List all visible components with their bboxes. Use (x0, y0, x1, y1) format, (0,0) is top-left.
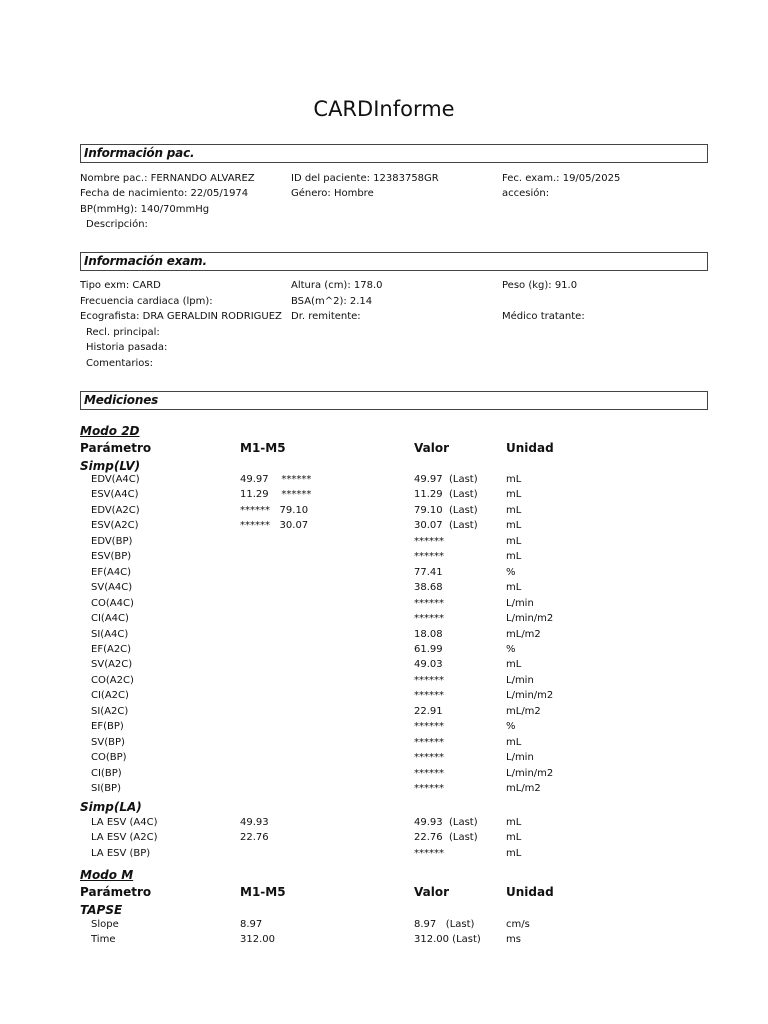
param-name: ESV(BP) (91, 551, 132, 563)
value-cell: ****** (414, 613, 444, 625)
table-row (0, 768, 768, 783)
table-row (0, 832, 768, 847)
param-name: EDV(A4C) (91, 474, 140, 485)
col-value: Valor (414, 441, 450, 455)
param-name: LA ESV (BP) (91, 847, 151, 859)
patient-id: ID del paciente: 12383758GR (291, 173, 439, 184)
param-name: CI(A4C) (91, 613, 129, 625)
unit-cell: mL (506, 832, 522, 844)
param-name: LA ESV (A4C) (91, 817, 158, 828)
sonographer: Ecografista: DRA GERALDIN RODRIGUEZ (80, 311, 282, 322)
m1m5-value: 312.00 (240, 934, 275, 946)
table-row (0, 613, 768, 628)
col-unit-m: Unidad (506, 885, 554, 899)
tapse-title: TAPSE (80, 903, 123, 917)
value-cell: ****** (414, 674, 444, 686)
m1m5-value: 49.93 (240, 817, 269, 828)
simp-lv-title: Simp(LV) (80, 459, 141, 473)
table-row (0, 598, 768, 613)
unit-cell: L/min (506, 597, 534, 609)
param-name: EF(BP) (91, 721, 124, 733)
table-row (0, 536, 768, 551)
param-name: LA ESV (A2C) (91, 832, 158, 844)
unit-cell: mL (506, 504, 522, 516)
m1m5-value: ****** 79.10 (240, 504, 309, 516)
value-cell: 22.91 (414, 705, 443, 717)
weight: Peso (kg): 91.0 (502, 280, 578, 291)
unit-cell: L/min/m2 (506, 613, 554, 625)
birth-date: Fecha de nacimiento: 22/05/1974 (80, 188, 249, 199)
value-cell: 79.10 (Last) (414, 504, 478, 516)
value-cell: 38.68 (414, 582, 443, 594)
table-row (0, 659, 768, 674)
unit-cell: mL (506, 520, 522, 532)
unit-cell: mL (506, 659, 522, 671)
value-cell: 49.97 (Last) (414, 474, 478, 485)
table-row (0, 817, 768, 832)
exam-info-header: Información exam. (80, 252, 708, 271)
exam-type: Tipo exm: CARD (80, 280, 161, 291)
table-row (0, 474, 768, 489)
value-cell: 312.00 (Last) (414, 934, 481, 946)
value-cell: ****** (414, 597, 444, 609)
value-cell: 11.29 (Last) (414, 489, 478, 501)
chief-complaint: Recl. principal: (86, 327, 160, 338)
value-cell: 61.99 (414, 643, 443, 655)
col-value-m: Valor (414, 885, 450, 899)
table-row (0, 848, 768, 863)
unit-cell: % (506, 721, 516, 733)
m1m5-value: 11.29 ****** (240, 489, 312, 501)
value-cell: 77.41 (414, 566, 443, 578)
table-row (0, 783, 768, 798)
col-parameter-m: Parámetro (80, 885, 152, 899)
value-cell: ****** (414, 847, 444, 859)
referring-doctor: Dr. remitente: (291, 311, 361, 322)
unit-cell: L/min (506, 752, 534, 764)
table-row (0, 644, 768, 659)
measurements-header: Mediciones (80, 391, 708, 410)
mode-2d-title: Modo 2D (80, 424, 140, 438)
param-name: CO(BP) (91, 752, 127, 764)
patient-name: Nombre pac.: FERNANDO ALVAREZ (80, 173, 255, 184)
value-cell: ****** (414, 551, 444, 563)
param-name: ESV(A2C) (91, 520, 139, 532)
param-name: CI(BP) (91, 767, 122, 779)
table-row (0, 489, 768, 504)
unit-cell: L/min/m2 (506, 690, 554, 702)
param-name: CO(A4C) (91, 597, 134, 609)
param-name: Slope (91, 919, 119, 930)
param-name: SI(BP) (91, 783, 121, 794)
attending-doctor: Médico tratante: (502, 311, 585, 322)
param-name: Time (91, 934, 116, 946)
unit-cell: % (506, 566, 516, 578)
unit-cell: % (506, 643, 516, 655)
table-row (0, 690, 768, 705)
col-parameter: Parámetro (80, 441, 152, 455)
value-cell: 18.08 (414, 628, 443, 640)
param-name: SI(A2C) (91, 705, 129, 717)
value-cell: ****** (414, 535, 444, 547)
param-name: SV(A2C) (91, 659, 133, 671)
param-name: EDV(A2C) (91, 504, 140, 516)
param-name: CI(A2C) (91, 690, 129, 702)
past-history: Historia pasada: (86, 342, 168, 353)
report-title: CARDInforme (313, 97, 455, 121)
m1m5-value: ****** 30.07 (240, 520, 309, 532)
value-cell: ****** (414, 736, 444, 748)
patient-info-header: Información pac. (80, 144, 708, 163)
table-row (0, 551, 768, 566)
unit-cell: mL (506, 489, 522, 501)
simp-la-title: Simp(LA) (80, 800, 142, 814)
param-name: CO(A2C) (91, 674, 134, 686)
unit-cell: mL (506, 535, 522, 547)
col-m1m5-m: M1-M5 (240, 885, 286, 899)
table-row (0, 721, 768, 736)
param-name: EF(A4C) (91, 566, 132, 578)
value-cell: ****** (414, 721, 444, 733)
unit-cell: mL/m2 (506, 628, 541, 640)
table-row (0, 737, 768, 752)
table-row (0, 629, 768, 644)
table-row (0, 582, 768, 597)
table-row (0, 567, 768, 582)
table-row (0, 706, 768, 721)
m1m5-value: 8.97 (240, 919, 263, 930)
table-row (0, 752, 768, 767)
height: Altura (cm): 178.0 (291, 280, 383, 291)
unit-cell: mL (506, 582, 522, 594)
heart-rate: Frecuencia cardiaca (lpm): (80, 296, 213, 307)
param-name: SV(BP) (91, 736, 125, 748)
col-unit: Unidad (506, 441, 554, 455)
exam-date: Fec. exam.: 19/05/2025 (502, 173, 621, 184)
unit-cell: mL (506, 474, 522, 485)
unit-cell: cm/s (506, 919, 530, 930)
param-name: SI(A4C) (91, 628, 129, 640)
unit-cell: mL/m2 (506, 705, 541, 717)
table-row (0, 675, 768, 690)
unit-cell: mL (506, 817, 522, 828)
bsa: BSA(m^2): 2.14 (291, 296, 373, 307)
unit-cell: mL (506, 847, 522, 859)
param-name: EDV(BP) (91, 535, 133, 547)
blood-pressure: BP(mmHg): 140/70mmHg (80, 204, 210, 215)
value-cell: 8.97 (Last) (414, 919, 475, 930)
param-name: EF(A2C) (91, 643, 132, 655)
value-cell: 22.76 (Last) (414, 832, 478, 844)
comments: Comentarios: (86, 358, 153, 369)
m1m5-value: 49.97 ****** (240, 474, 312, 485)
value-cell: ****** (414, 690, 444, 702)
unit-cell: mL/m2 (506, 783, 541, 794)
mode-m-title: Modo M (80, 868, 134, 882)
unit-cell: L/min/m2 (506, 767, 554, 779)
value-cell: ****** (414, 767, 444, 779)
value-cell: 49.03 (414, 659, 443, 671)
value-cell: 49.93 (Last) (414, 817, 478, 828)
table-row (0, 520, 768, 535)
param-name: SV(A4C) (91, 582, 133, 594)
value-cell: ****** (414, 752, 444, 764)
table-row (0, 919, 768, 934)
table-row (0, 934, 768, 949)
unit-cell: mL (506, 736, 522, 748)
gender: Género: Hombre (291, 188, 374, 199)
m1m5-value: 22.76 (240, 832, 269, 844)
unit-cell: mL (506, 551, 522, 563)
value-cell: 30.07 (Last) (414, 520, 478, 532)
accession: accesión: (502, 188, 550, 199)
table-row (0, 505, 768, 520)
unit-cell: ms (506, 934, 521, 946)
col-m1m5: M1-M5 (240, 441, 286, 455)
description: Descripción: (86, 219, 148, 230)
value-cell: ****** (414, 783, 444, 794)
unit-cell: L/min (506, 674, 534, 686)
param-name: ESV(A4C) (91, 489, 139, 501)
